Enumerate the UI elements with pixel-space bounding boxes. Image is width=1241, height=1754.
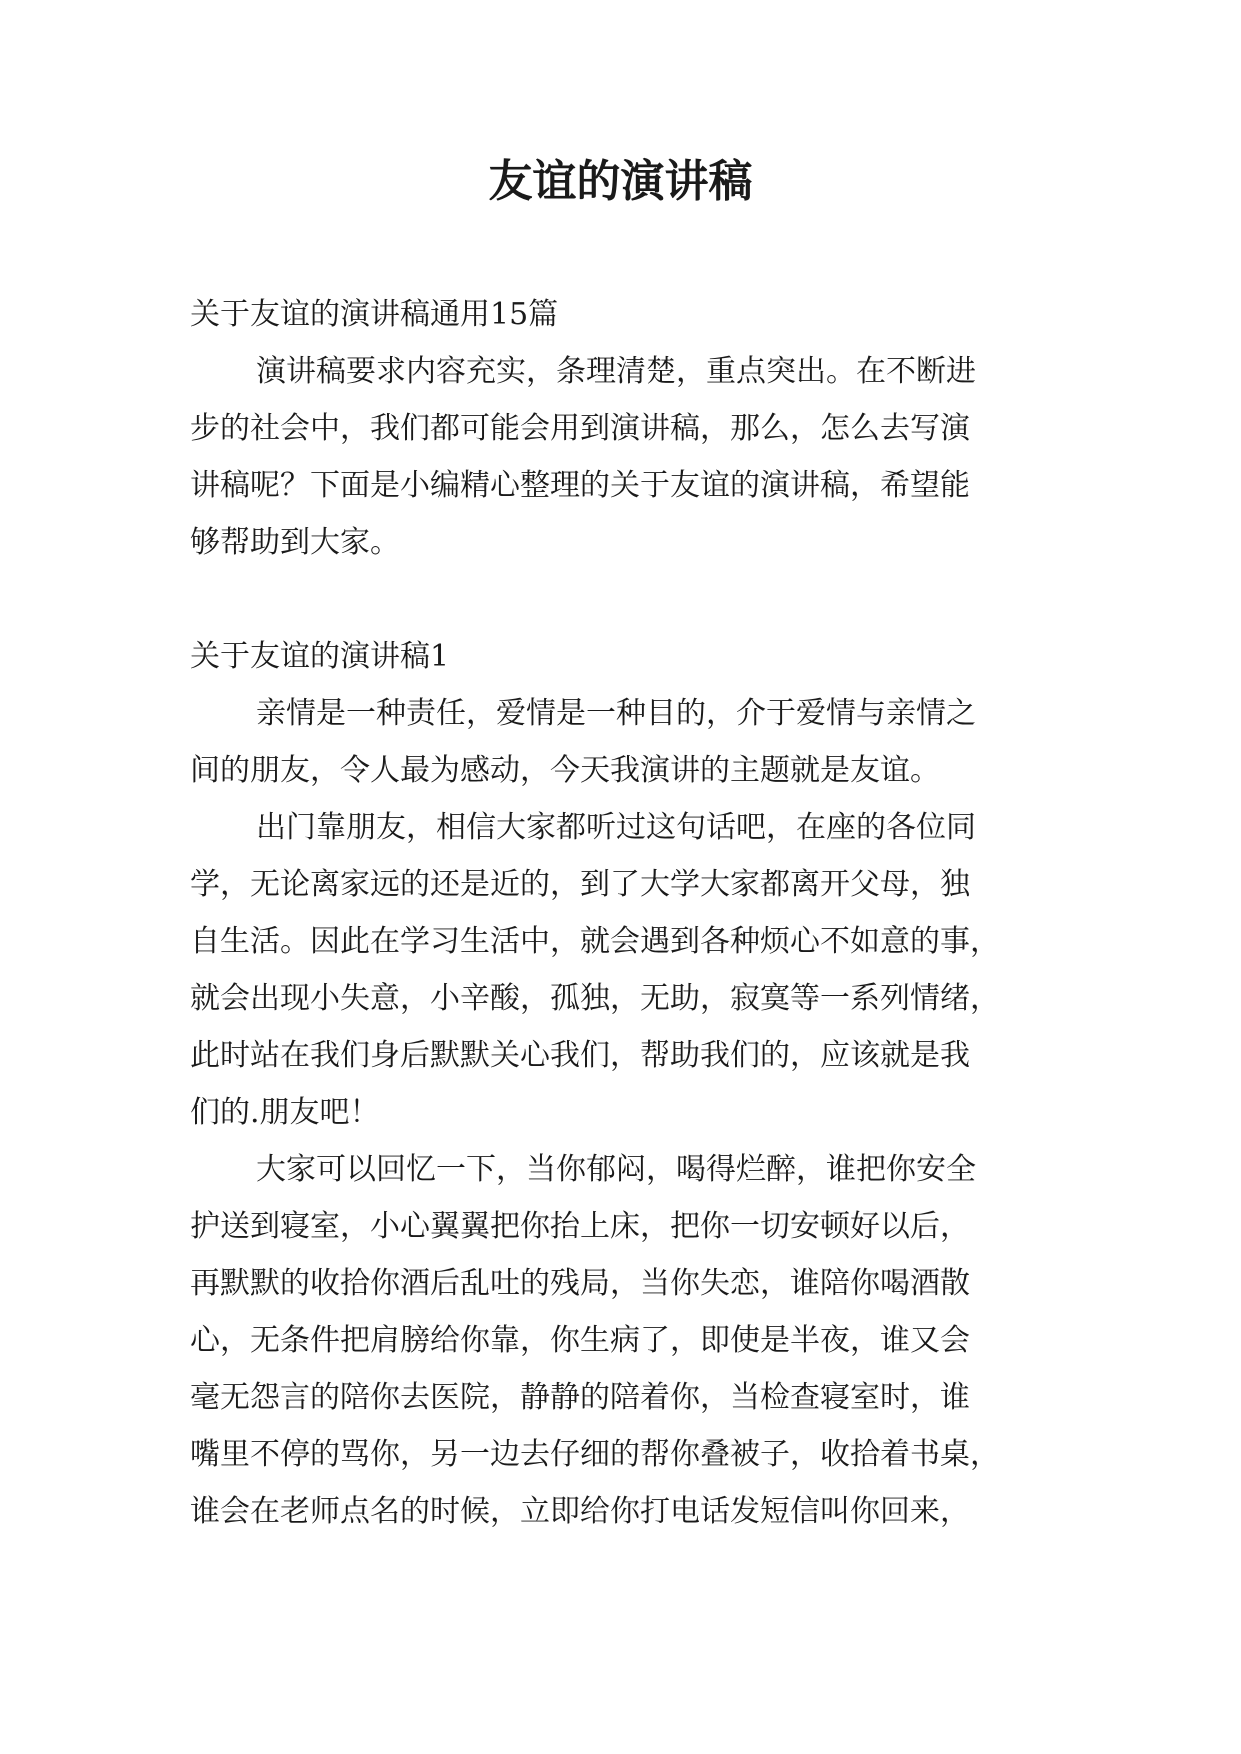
paragraph-line: 大家可以回忆一下，当你郁闷，喝得烂醉，谁把你安全 [256, 1152, 976, 1187]
paragraph-line: 步的社会中，我们都可能会用到演讲稿，那么，怎么去写演 [190, 411, 970, 446]
paragraph-2 [190, 799, 1060, 1141]
paragraph-line: 够帮助到大家。 [190, 525, 400, 560]
paragraph-line: 亲情是一种责任，爱情是一种目的，介于爱情与亲情之 [256, 696, 976, 731]
paragraph-line: 护送到寝室，小心翼翼把你抬上床，把你一切安顿好以后， [190, 1209, 970, 1244]
paragraph-spacer [190, 571, 1060, 628]
paragraph-line: 出门靠朋友，相信大家都听过这句话吧，在座的各位同 [256, 810, 976, 845]
paragraph-line: 嘴里不停的骂你，另一边去仔细的帮你叠被子，收拾着书桌， [190, 1437, 1000, 1472]
paragraph-line: 毫无怨言的陪你去医院，静静的陪着你，当检查寝室时，谁 [190, 1380, 970, 1415]
paragraph-line: 就会出现小失意，小辛酸，孤独，无助，寂寞等一系列情绪， [190, 981, 1000, 1016]
paragraph-line: 间的朋友，令人最为感动，今天我演讲的主题就是友谊。 [190, 753, 940, 788]
paragraph-3 [190, 1141, 1060, 1540]
paragraph-line: 心，无条件把肩膀给你靠，你生病了，即使是半夜，谁又会 [190, 1323, 970, 1358]
section-heading: 关于友谊的演讲稿1 [190, 639, 450, 674]
paragraph-line: 演讲稿要求内容充实，条理清楚，重点突出。在不断进 [256, 354, 976, 389]
intro-paragraph [190, 343, 1060, 571]
subtitle: 关于友谊的演讲稿通用15篇 [190, 297, 559, 332]
paragraph-line: 学，无论离家远的还是近的，到了大学大家都离开父母，独 [190, 867, 970, 902]
paragraph-line: 谁会在老师点名的时候，立即给你打电话发短信叫你回来， [190, 1494, 970, 1529]
paragraph-line: 此时站在我们身后默默关心我们，帮助我们的，应该就是我 [190, 1038, 970, 1073]
paragraph-line: 再默默的收拾你酒后乱吐的残局，当你失恋，谁陪你喝酒散 [190, 1266, 970, 1301]
document-title: 友谊的演讲稿 [488, 156, 753, 207]
document-body [190, 286, 1060, 1540]
paragraph-line: 讲稿呢？下面是小编精心整理的关于友谊的演讲稿，希望能 [190, 468, 970, 503]
paragraph-1 [190, 685, 1060, 799]
paragraph-line: 们的.朋友吧！ [190, 1095, 380, 1130]
paragraph-line: 自生活。因此在学习生活中，就会遇到各种烦心不如意的事， [190, 924, 1000, 959]
